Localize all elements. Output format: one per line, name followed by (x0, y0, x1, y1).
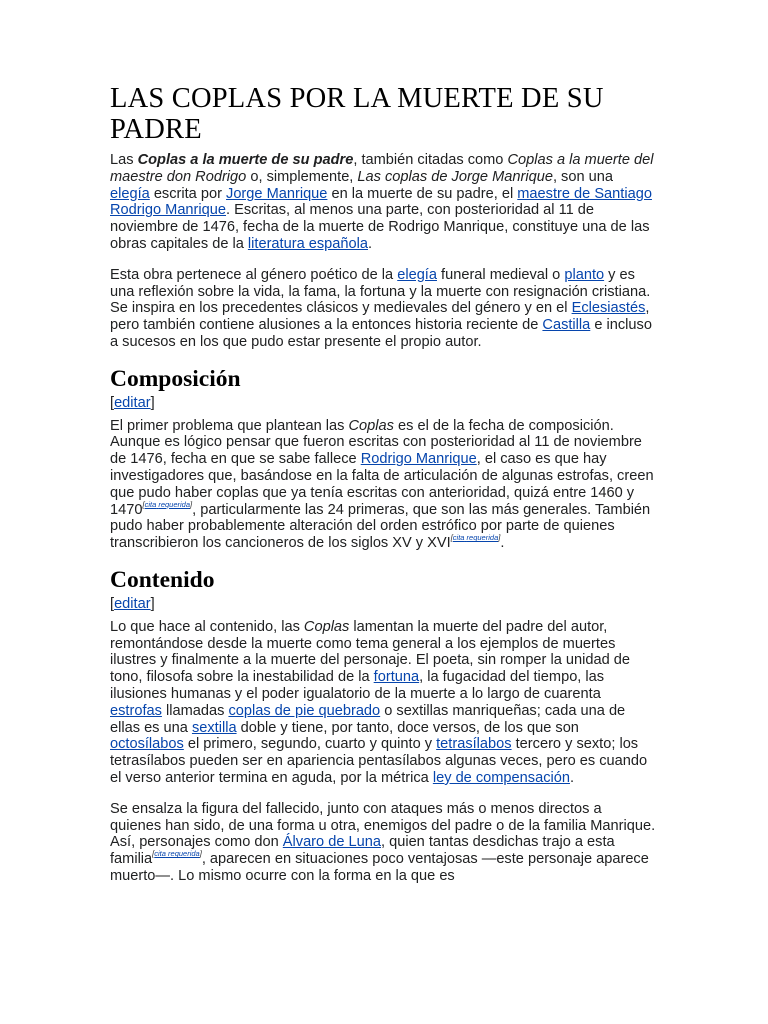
link-tetrasilabos[interactable]: tetrasílabos (436, 736, 512, 753)
text: El primer problema que plantean las (110, 417, 349, 434)
link-rodrigo-manrique[interactable]: Rodrigo Manrique (110, 202, 227, 219)
text: o, simplemente, (246, 168, 358, 185)
text: lamentan la muerte del padre del autor, remontándose desde la muerte como tema general a los ejemplos de muertes ilustres y finalmente a la muerte del personaje. El poeta, sin romper la unidad de tono, filosofa sobre la inestabilidad de la (110, 618, 630, 686)
link-eclesiastes[interactable]: Eclesiastés (571, 300, 646, 317)
bracket: [ (152, 849, 155, 859)
citation-link[interactable] (144, 499, 193, 509)
text: llamadas (161, 702, 229, 719)
link-rodrigo-manrique[interactable]: Rodrigo Manrique (360, 451, 477, 468)
link-coplas-de-pie-quebrado[interactable]: coplas de pie quebrado (228, 702, 381, 719)
link-ley-de-compensacion[interactable]: ley de compensación (432, 769, 570, 786)
text: , el caso es que hay investigadores que, basándose en la falta de articulación de algunas estrofas, creen que pudo haber coplas que ya tenía escritas con anterioridad, quizá entre 1460 y 1470 (110, 451, 654, 518)
text: , aparecen en situaciones poco ventajosas —este personaje aparece muerto—. Lo mismo ocurre con la forma en la que es (110, 851, 649, 884)
link-octosilabos[interactable]: octosílabos (110, 736, 184, 753)
intro-paragraph-2 (110, 267, 656, 351)
page-title: LAS COPLAS POR LA MUERTE DE SU PADRE (110, 83, 604, 145)
text: e incluso a sucesos en los que pudo estar presente el propio autor. (110, 317, 652, 350)
text: , son una (552, 168, 613, 185)
link-jorge-manrique[interactable]: Jorge Manrique (226, 185, 328, 202)
text: Las (110, 152, 138, 168)
text: y es una reflexión sobre la vida, la fama, la fortuna y la muerte con resignación cristiana. Se inspira en los precedentes clásicos y medievales del género y en el (110, 266, 651, 317)
link-maestre-de-santiago[interactable]: maestre de Santiago (517, 185, 652, 202)
bracket: ] (150, 394, 155, 411)
link-elegia[interactable]: elegía (397, 266, 437, 283)
citation-link[interactable] (450, 533, 501, 543)
section-heading-contenido: Contenido (110, 566, 215, 593)
text: Lo que hace al contenido, las (110, 618, 304, 635)
citation-link[interactable] (154, 849, 199, 858)
bracket: ] (199, 849, 202, 859)
text: en la muerte de su padre, el (327, 185, 518, 202)
text: Se ensalza la figura del fallecido, junto con ataques más o menos directos a quienes han sido, de una forma u otra, enemigos del padre o de la familia Manrique. Así, personajes como don (110, 800, 656, 851)
italic-text: Coplas (303, 618, 350, 635)
link-estrofas[interactable]: estrofas (110, 702, 162, 719)
edit-link[interactable]: editar (114, 394, 151, 411)
citation-needed (142, 500, 192, 509)
citation-word: cita (154, 849, 166, 859)
italic-text: Coplas (348, 417, 394, 434)
bracket: [ (142, 499, 145, 509)
text: , también citadas como (353, 152, 508, 168)
citation-needed (152, 849, 202, 858)
text: escrita por (149, 185, 227, 202)
text: . (368, 235, 373, 252)
text: , particularmente las 24 primeras, que son las más generales. También pudo haber probablemente alteración del orden estrófico por parte de quienes transcribieron los cancioneros de los siglos XV y XVI (110, 501, 651, 552)
link-fortuna[interactable]: fortuna (373, 669, 420, 686)
intro-paragraph-1 (110, 152, 656, 253)
bracket: ] (190, 499, 193, 509)
edit-section-contenido (110, 596, 656, 613)
citation-word: requerida (158, 499, 191, 509)
italic-text: Coplas a la muerte del maestre don Rodrigo (110, 152, 654, 185)
link-sextilla[interactable]: sextilla (191, 719, 237, 736)
text: el primero, segundo, cuarto y quinto y (183, 736, 437, 753)
bracket: [ (110, 394, 115, 411)
text: Esta obra pertenece al género poético de la (110, 266, 398, 283)
text: es el de la fecha de composición. Aunque es lógico pensar que fueron escritas con posterioridad al 11 de noviembre de 1476, fecha en que se sabe fallece (110, 417, 642, 468)
text: , pero también contiene alusiones a la entonces historia reciente de (110, 300, 650, 334)
bracket: ] (498, 533, 501, 543)
link-alvaro-de-luna[interactable]: Álvaro de Luna (282, 834, 381, 851)
link-elegia[interactable]: elegía (110, 185, 150, 202)
citation-word: cita (144, 499, 157, 509)
link-planto[interactable]: planto (564, 266, 605, 283)
text: . (500, 535, 505, 552)
bracket: ] (150, 595, 155, 612)
edit-link[interactable]: editar (114, 595, 151, 612)
link-literatura-espanola[interactable]: literatura española (247, 235, 368, 252)
link-castilla[interactable]: Castilla (542, 317, 591, 334)
bracket: [ (110, 595, 115, 612)
citation-needed (451, 533, 501, 542)
citation-word: requerida (168, 849, 200, 859)
text: tercero y sexto; los tetrasílabos pueden ser en apariencia pentasílabos algunas veces, pero es cuando el verso anterior termina en aguda, por la métrica (110, 736, 648, 786)
bold-title-text: Coplas a la muerte de su padre (137, 152, 354, 168)
citation-word: requerida (466, 533, 499, 543)
contenido-paragraph-1 (110, 619, 656, 787)
text: funeral medieval o (436, 266, 565, 283)
text: . Escritas, al menos una parte, con posterioridad al 11 de noviembre de 1476, fecha de la muerte de Rodrigo Manrique, constituye una de las obras capitales de la (110, 202, 650, 252)
bracket: [ (450, 533, 453, 543)
text: , la fugacidad del tiempo, las ilusiones humanas y el poder igualatorio de la muerte a lo largo de cuarenta (110, 669, 605, 702)
italic-text: Las coplas de Jorge Manrique (357, 168, 553, 185)
text: o sextillas manriqueñas; cada una de ellas es una (110, 702, 626, 736)
citation-word: cita (452, 533, 465, 543)
edit-section-composicion (110, 395, 656, 412)
text: , quien tantas desdichas trajo a esta familia (110, 834, 615, 868)
text: doble y tiene, por tanto, doce versos, de los que son (236, 719, 579, 736)
composicion-paragraph (110, 418, 656, 552)
contenido-paragraph-2 (110, 801, 656, 885)
section-heading-composicion: Composición (110, 365, 241, 392)
text: . (569, 769, 575, 786)
article (110, 84, 656, 899)
